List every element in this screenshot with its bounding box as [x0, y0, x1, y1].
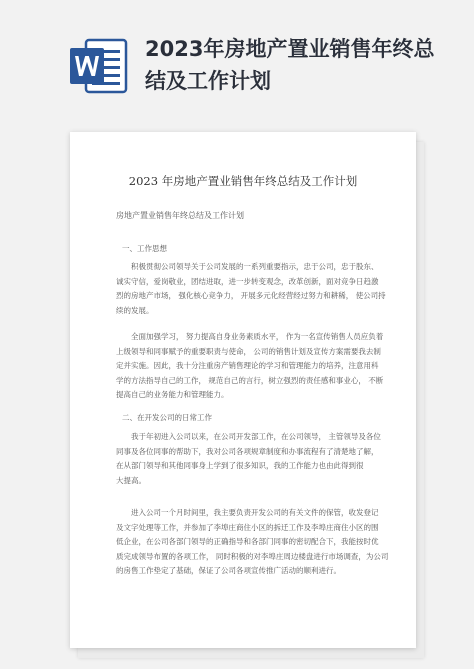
paragraph-line: 提高自己的业务能力和管理能力。 — [116, 390, 229, 399]
document-page — [70, 132, 416, 648]
paragraph-line: 学的方法指导自己的工作， 规范自己的言行，树立强烈的责任感和事业心， 不断 — [116, 375, 384, 385]
section-heading: 一、工作思想 — [122, 244, 167, 253]
document-title: 2023 年房地产置业销售年终总结及工作计划 — [128, 174, 358, 188]
paragraph-line: 烈的房地产市场， 强化核心竞争力， 开展多元化经营经过努力和耕稀， 使公司持 — [116, 291, 386, 300]
paragraph-line: 我于年初进入公司以来，在公司开发部工作，在公司领导， 主管领导及各位 — [131, 432, 381, 441]
page-title: 2023年房地产置业销售年终总结及工作计划 — [145, 37, 435, 93]
paragraph-line: 进入公司一个月时间里，我主要负责开发公司的有关文件的保管，收发登记 — [131, 508, 379, 517]
paragraph-line: 大提高。 — [116, 475, 146, 485]
paragraph — [116, 506, 389, 579]
paragraph-line: 上级领导和同事赋予的重要职责与使命， 公司的销售计划及宣传方案需要我去制 — [116, 346, 381, 356]
paragraph-line: 在从部门领导和其他同事身上学到了很多知识，我的工作能力也由此得到很 — [116, 461, 364, 470]
paragraph — [116, 260, 386, 318]
paragraph-line: 及文字处理等工作，并参加了李埠庄商住小区的拆迁工作及李埠庄商住小区的围 — [116, 522, 379, 532]
paragraph-line: 全面加强学习， 努力提高自身业务素质水平， 作为一名宣传销售人员应负着 — [131, 332, 384, 341]
paragraph-line: 的房售工作垫定了基础，保证了公司各项宣传推广活动的顺利进行。 — [116, 566, 341, 575]
word-icon — [68, 36, 128, 96]
paragraph — [116, 330, 384, 403]
paragraph-line: 续的发展。 — [116, 305, 154, 315]
paragraph-line: 积极贯彻公司领导关于公司发展的一系列重要指示，忠于公司，忠于股东、 — [131, 262, 379, 271]
paragraph-line: 定并实施。因此，我十分注重房产销售理论的学习和管理能力的培养，注意用科 — [116, 361, 379, 370]
paragraph-line: 质完成领导布置的各项工作， 同时积极的对李埠庄周边楼盘进行市场调查，为公司 — [116, 551, 389, 561]
paragraph-line: 诚实守信，爱岗敬业，团结进取，进一步转变观念，改革创新，面对竞争日趋激 — [116, 276, 379, 286]
document-subtitle: 房地产置业销售年终总结及工作计划 — [116, 211, 244, 220]
paragraph-line: 同事及各位同事的帮助下，我对公司各项规章制度和办事流程有了清楚地了解， — [116, 446, 379, 456]
document-preview — [70, 132, 422, 658]
document-header — [0, 0, 474, 112]
section-heading: 二、在开发公司的日常工作 — [122, 413, 212, 422]
paragraph — [116, 430, 381, 488]
paragraph-line: 低企业，在公司各部门领导的正确指导和各部门同事的密切配合下，我能按时优 — [116, 537, 379, 546]
